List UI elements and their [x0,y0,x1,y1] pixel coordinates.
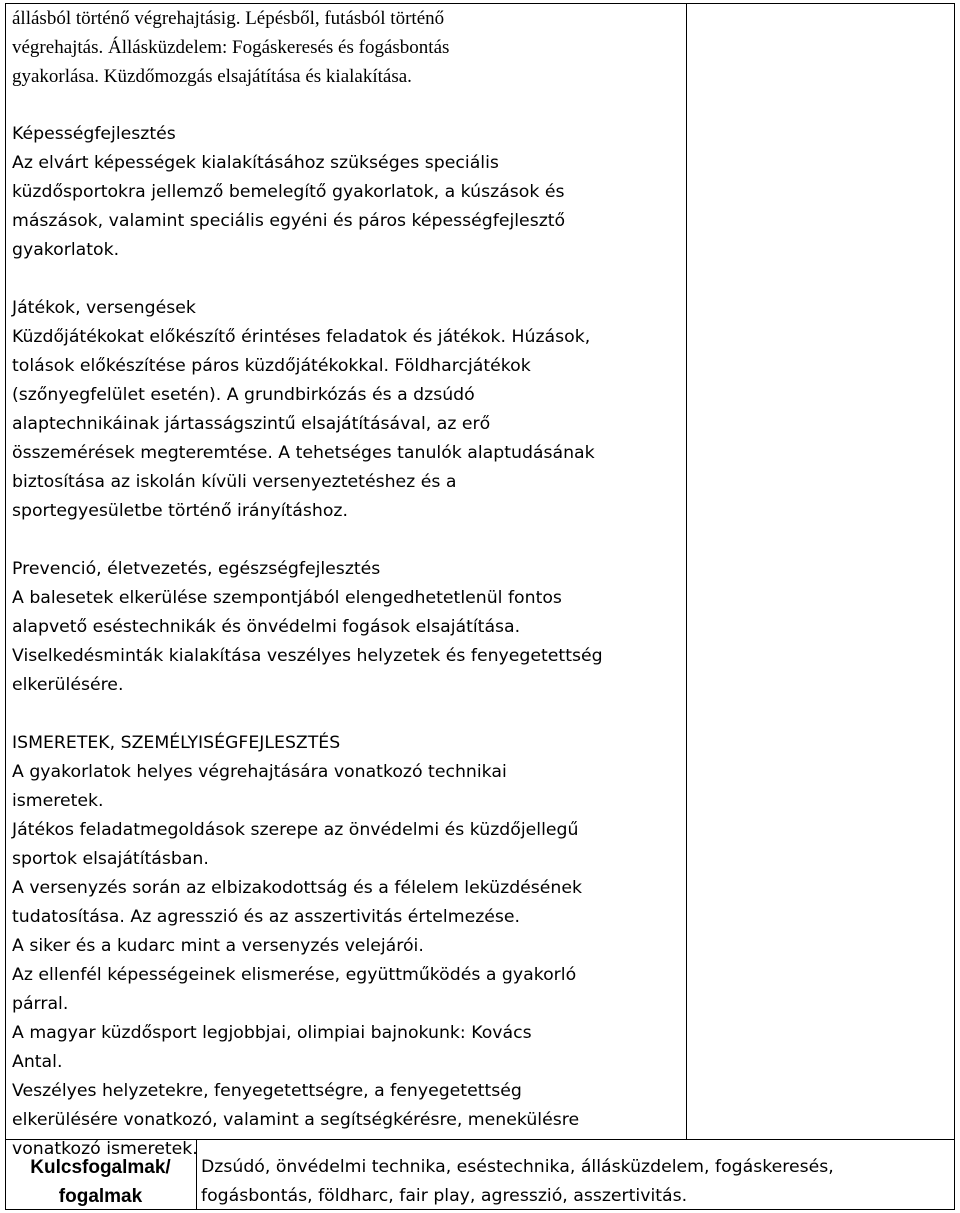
text-line: elkerülésére. [12,675,124,695]
section-heading: Képességfejlesztés [12,124,176,144]
text-line: gyakorlatok. [12,240,120,260]
key-concepts-label [5,1140,196,1211]
content-section [12,120,682,265]
text-line: A magyar küzdősport legjobbjai, olimpiai bajnokunk: Kovács [12,1023,532,1043]
text-line: összemérések megteremtése. A tehetséges tanulók alaptudásának [12,443,595,463]
text-line: biztosítása az iskolán kívüli versenyeztetéshez és a [12,472,457,492]
text-line: (szőnyegfelület esetén). A grundbirkózás és a dzsúdó [12,385,475,405]
text-line: gyakorlása. Küzdőmozgás elsajátítása és kialakítása. [12,66,412,87]
text-line: Az elvárt képességek kialakításához szükséges speciális [12,153,499,173]
text-line: küzdősportokra jellemző bemelegítő gyakorlatok, a kúszások és [12,182,565,202]
key-concepts-value-line: Dzsúdó, önvédelmi technika, eséstechnika, állásküzdelem, fogáskeresés, [201,1157,834,1177]
text-line: sportok elsajátításban. [12,849,209,869]
text-line: alaptechnikáinak jártasságszintű elsajátításával, az erő [12,414,491,434]
text-line: A versenyzés során az elbizakodottság és a félelem leküzdésének [12,878,583,898]
text-line: végrehajtás. Állásküzdelem: Fogáskeresés és fogásbontás [12,37,450,58]
content-section [12,729,682,1164]
text-line: A gyakorlatok helyes végrehajtására vonatkozó technikai [12,762,507,782]
section-heading: Prevenció, életvezetés, egészségfejlesztés [12,559,381,579]
text-line: ismeretek. [12,791,104,811]
curriculum-content-cell [12,4,682,1193]
text-line: mászások, valamint speciális egyéni és páros képességfejlesztő [12,211,566,231]
text-line: A balesetek elkerülése szempontjából elengedhetetlenül fontos [12,588,562,608]
content-section [12,555,682,700]
key-concepts-label-line: Kulcsfogalmak/ [30,1157,171,1178]
content-section [12,4,682,91]
key-concepts-label-line: fogalmak [58,1186,143,1207]
section-heading: Játékok, versengések [12,298,196,318]
text-line: állásból történő végrehajtásig. Lépésből, futásból történő [12,8,445,29]
text-line: vonatkozó ismeretek. [12,1139,198,1159]
text-line: Az ellenfél képességeinek elismerése, együttműködés a gyakorló [12,965,577,985]
text-line: tolások előkészítése páros küzdőjátékokkal. Földharcjátékok [12,356,531,376]
section-heading: ISMERETEK, SZEMÉLYISÉGFEJLESZTÉS [12,733,341,753]
key-concepts-value-line: fogásbontás, földharc, fair play, agresszió, asszertivitás. [201,1186,688,1206]
content-section [12,294,682,526]
text-line: Antal. [12,1052,63,1072]
text-line: Veszélyes helyzetekre, fenyegetettségre, a fenyegetettség [12,1081,522,1101]
text-line: elkerülésére vonatkozó, valamint a segítségkérésre, menekülésre [12,1110,580,1130]
text-line: alapvető eséstechnikák és önvédelmi fogások elsajátítása. [12,617,521,637]
text-line: tudatosítása. Az agresszió és az asszertivitás értelmezése. [12,907,521,927]
text-line: A siker és a kudarc mint a versenyzés velejárói. [12,936,424,956]
text-line: Viselkedésminták kialakítása veszélyes helyzetek és fenyegetettség [12,646,603,666]
text-line: sportegyesületbe történő irányításhoz. [12,501,348,521]
text-line: Játékos feladatmegoldások szerepe az önvédelmi és küzdőjellegű [12,820,579,840]
key-concepts-value [201,1140,951,1211]
text-line: párral. [12,994,69,1014]
table-column-divider [686,3,687,1140]
text-line: Küzdőjátékokat előkészítő érintéses feladatok és játékok. Húzások, [12,327,591,347]
